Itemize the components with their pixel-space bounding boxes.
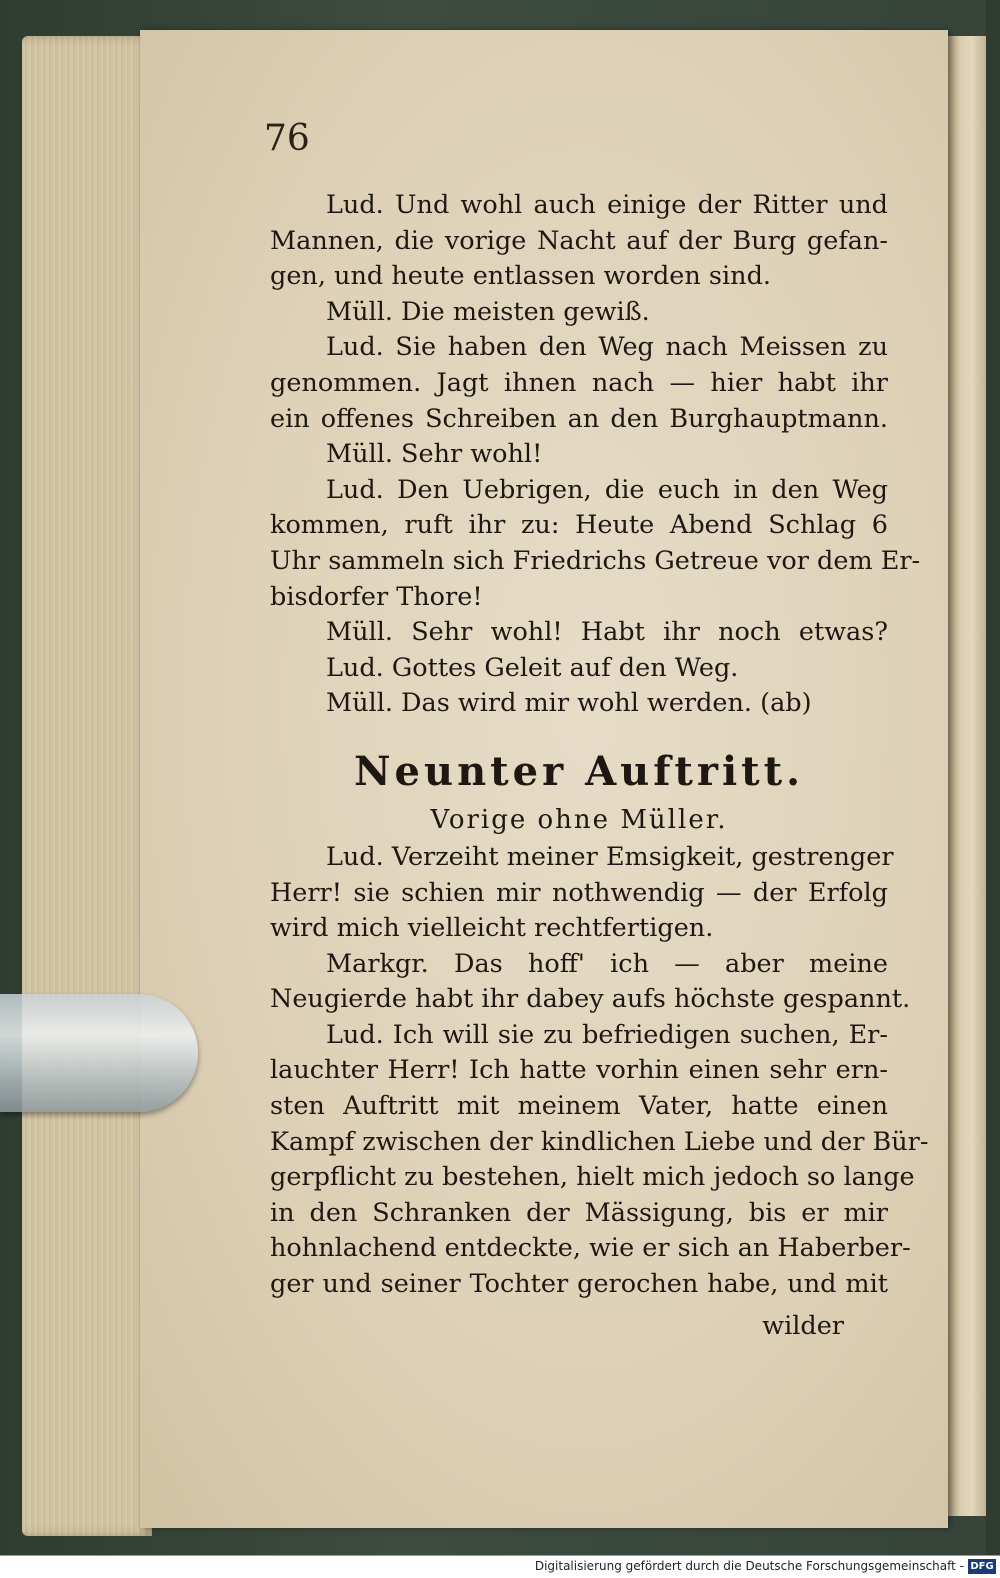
dfg-logo-icon: DFG — [968, 1559, 996, 1574]
text-line: Herr! sie schien mir nothwendig — der Erfolg — [270, 877, 888, 908]
text-line: ger und seiner Tochter gerochen habe, und mit — [270, 1269, 888, 1300]
text-line: Mannen, die vorige Nacht auf der Burg gefan- — [270, 225, 888, 256]
text-line: Müll. Das wird mir wohl werden. (ab) — [326, 688, 812, 719]
page-number: 76 — [264, 118, 310, 159]
page-clip — [0, 994, 198, 1112]
scene-subheading: Vorige ohne Müller. — [430, 804, 728, 835]
text-line: Markgr. Das hoff' ich — aber meine — [326, 948, 888, 979]
text-line: Kampf zwischen der kindlichen Liebe und der Bür- — [270, 1126, 929, 1157]
text-line: wird mich vielleicht rechtfertigen. — [270, 913, 714, 944]
catchword: wilder — [762, 1310, 844, 1341]
text-line: kommen, ruft ihr zu: Heute Abend Schlag 6 — [270, 510, 888, 541]
text-line: Lud. Sie haben den Weg nach Meissen zu — [326, 332, 888, 363]
text-line: Müll. Die meisten gewiß. — [326, 296, 650, 327]
text-line: Müll. Sehr wohl! — [326, 439, 543, 470]
text-line: bisdorfer Thore! — [270, 581, 483, 612]
scene-heading: Neunter Auftritt. — [353, 747, 805, 795]
text-line: Neugierde habt ihr dabey aufs höchste gespannt. — [270, 984, 911, 1015]
page-text — [270, 188, 929, 1344]
text-line: Lud. Den Uebrigen, die euch in den Weg — [326, 474, 888, 505]
text-line: Lud. Ich will sie zu befriedigen suchen, Er- — [326, 1019, 888, 1050]
text-line: sten Auftritt mit meinem Vater, hatte einen — [270, 1091, 888, 1122]
text-line: ein offenes Schreiben an den Burghauptmann. — [270, 403, 888, 434]
text-line: Lud. Verzeiht meiner Emsigkeit, gestrenger — [326, 841, 894, 872]
text-line: genommen. Jagt ihnen nach — hier habt ihr — [270, 367, 888, 398]
text-line: hohnlachend entdeckte, wie er sich an Haberber- — [270, 1233, 911, 1264]
text-line: Lud. Und wohl auch einige der Ritter und — [326, 190, 888, 220]
text-line: Müll. Sehr wohl! Habt ihr noch etwas? — [326, 617, 888, 648]
scan-border — [986, 0, 1000, 1577]
page-edges — [22, 36, 152, 1536]
text-line: Lud. Gottes Geleit auf den Weg. — [326, 652, 739, 683]
text-line: Uhr sammeln sich Friedrichs Getreue vor dem Er- — [270, 545, 921, 576]
funding-notice: Digitalisierung gefördert durch die Deutsche Forschungsgemeinschaft - — [534, 1559, 964, 1573]
text-line: in den Schranken der Mässigung, bis er mir — [270, 1197, 888, 1228]
text-line: gen, und heute entlassen worden sind. — [270, 261, 772, 292]
footer-bar — [0, 1555, 1000, 1578]
text-line: gerpflicht zu bestehen, hielt mich jedoch so lange — [270, 1162, 915, 1193]
facing-page-edge — [948, 36, 988, 1516]
text-line: lauchter Herr! Ich hatte vorhin einen sehr ern- — [270, 1055, 888, 1086]
